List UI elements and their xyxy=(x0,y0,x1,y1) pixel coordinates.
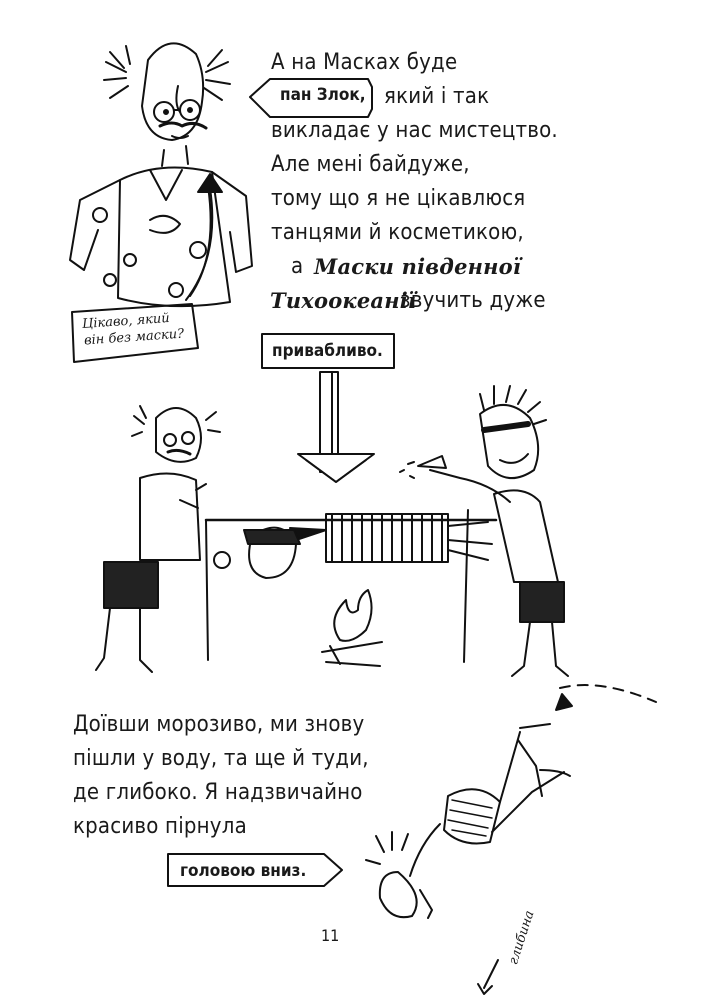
text-line-5: тому що я не цікавлюся xyxy=(271,186,526,211)
depth-label: глибина xyxy=(506,908,538,967)
text-line-2-rest: який і так xyxy=(384,84,490,109)
text-line-4: Але мені байдуже, xyxy=(271,152,470,177)
bottom-text-line-2: пішли у воду, та ще й туди, xyxy=(73,746,369,771)
bottom-text-line-4: красиво пірнула xyxy=(73,814,247,839)
speech-note-line-1: Цікаво, який xyxy=(81,310,171,333)
bottom-text-line-3: де глибоко. Я надзвичайно xyxy=(73,780,363,805)
text-line-7-a: а xyxy=(291,254,304,279)
speech-note-line-2: він без маски? xyxy=(83,326,185,349)
name-tag-label: пан Злок, xyxy=(280,85,366,105)
text-line-8-rest: звучить дуже xyxy=(400,288,546,313)
headfirst-tag-label: головою вниз. xyxy=(180,861,307,881)
text-line-1: А на Масках буде xyxy=(271,50,458,75)
big-down-arrow-icon xyxy=(298,372,374,482)
teacher-portrait-drawing xyxy=(70,43,252,306)
text-line-6: танцями й косметикою, xyxy=(271,220,524,245)
fancy-title-part-1: Маски південної xyxy=(314,254,522,279)
attractive-tag-label: привабливо. xyxy=(272,341,383,361)
page-number: 11 xyxy=(321,926,340,945)
bottom-text-line-1: Доївши морозиво, ми знову xyxy=(73,712,365,737)
fancy-title-part-2: Тихоокеанії xyxy=(270,288,417,313)
curved-arrow-up-icon xyxy=(186,174,222,300)
text-line-3: викладає у нас мистецтво. xyxy=(271,118,558,143)
